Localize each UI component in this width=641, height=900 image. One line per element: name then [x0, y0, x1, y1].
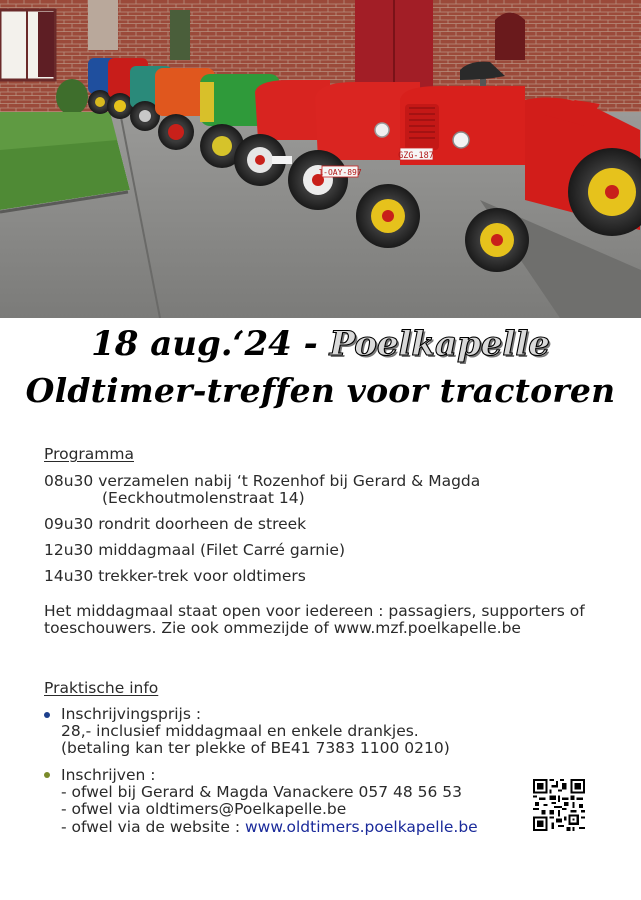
price-line-1: 28,- inclusief middagmaal en enkele drankjes.	[61, 722, 419, 740]
lunch-note-line-1: Het middagmaal staat open voor iedereen : passagiers, supporters of	[44, 602, 585, 620]
price-label: Inschrijvingsprijs :	[61, 705, 202, 723]
lunch-note-line-2: toeschouwers. Zie ook ommezijde of www.mzf.poelkapelle.be	[44, 619, 521, 637]
program-item-3: 12u30 middagmaal (Filet Carré garnie)	[44, 541, 346, 559]
practical-info-heading: Praktische info	[44, 679, 159, 697]
event-place: Poelkapelle	[329, 324, 550, 364]
program-item-1-address: (Eeckhoutmolenstraat 14)	[102, 489, 305, 507]
website-link[interactable]: www.oldtimers.poelkapelle.be	[244, 818, 478, 836]
register-label: Inschrijven :	[61, 766, 156, 784]
programma-heading: Programma	[44, 445, 134, 463]
event-date: 18 aug.‘24 -	[91, 324, 330, 364]
register-email: - ofwel via oldtimers@Poelkapelle.be	[61, 800, 347, 818]
qr-code-icon	[533, 779, 585, 831]
program-item-4: 14u30 trekker-trek voor oldtimers	[44, 567, 306, 585]
register-website-line	[44, 818, 478, 836]
program-item-2: 09u30 rondrit doorheen de streek	[44, 515, 307, 533]
price-line-2: (betaling kan ter plekke of BE41 7383 1100 0210)	[61, 739, 450, 757]
plate-2: GZG-187	[398, 151, 434, 161]
tractor-photo	[0, 0, 641, 318]
register-phone: - ofwel bij Gerard & Magda Vanackere 057 48 56 53	[61, 783, 463, 801]
register-website-prefix: - ofwel via de website :	[61, 818, 245, 836]
event-title-date-place	[0, 322, 641, 366]
event-title-subject: Oldtimer-treffen voor tractoren	[25, 371, 616, 410]
plate-1: 1-OAY-897	[318, 168, 362, 177]
program-item-1: 08u30 verzamelen nabij ‘t Rozenhof bij Gerard & Magda	[44, 472, 481, 490]
